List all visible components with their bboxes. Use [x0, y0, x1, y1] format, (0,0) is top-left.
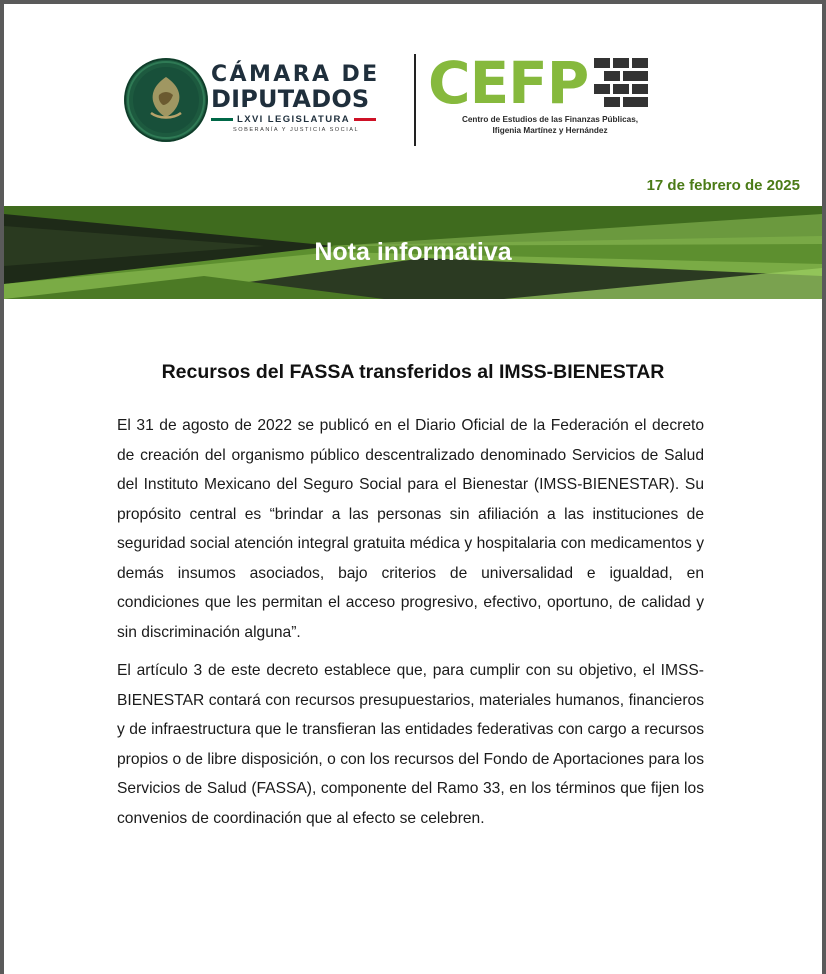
- document-title: Recursos del FASSA transferidos al IMSS-BIENESTAR: [161, 361, 665, 383]
- camara-logo: [211, 64, 411, 133]
- logo-divider: [414, 54, 416, 146]
- legislatura-row: [211, 114, 411, 125]
- flag-green-bar: [211, 118, 233, 121]
- cefp-name-line2: Ifigenia Martínez y Hernández: [492, 125, 608, 135]
- camara-line2: DIPUTADOS: [211, 85, 370, 113]
- camara-seal-icon: [123, 57, 209, 143]
- paragraph-1: El 31 de agosto de 2022 se publicó en el Diario Oficial de la Federación el decreto de creación del organismo público descentralizado denominado Servicios de Salud del Instituto Mexicano del Seguro Social para el Bienestar (IMSS-BIENESTAR). Su propósito central es “brindar a las personas sin afiliación a las instituciones de seguridad social atención integral gratuita médica y hospitalaria con medicamentos y demás insumos asociados, bajo criterios de universalidad e igualdad, en condiciones que les permitan el acceso progresivo, efectivo, oportuno, de calidad y sin discriminación alguna”.: [117, 417, 704, 641]
- document-page: [4, 4, 822, 974]
- cefp-grid-icon: [594, 58, 648, 108]
- cefp-logo: [428, 49, 589, 117]
- paragraph-2: El artículo 3 de este decreto establece que, para cumplir con su objetivo, el IMSS-BIENESTAR contará con recursos presupuestarios, materiales humanos, financieros y de infraestructura que le transfieran las entidades federativas con cargo a recursos propios o de libre disposición, o con los recursos del Fondo de Aportaciones para los Servicios de Salud (FASSA), componente del Ramo 33, en los términos que fijen los convenios de coordinación que al efecto se celebren.: [117, 662, 704, 827]
- document-date: 17 de febrero de 2025: [646, 177, 800, 194]
- cefp-fullname: [450, 115, 650, 136]
- legislatura-label: LXVI LEGISLATURA: [237, 114, 351, 125]
- banner-title: Nota informativa: [314, 238, 512, 266]
- camara-line1: CÁMARA DE: [211, 62, 380, 87]
- flag-red-bar: [354, 118, 376, 121]
- lema-label: SOBERANÍA Y JUSTICIA SOCIAL: [233, 127, 360, 133]
- cefp-name-line1: Centro de Estudios de las Finanzas Públicas,: [461, 115, 639, 124]
- cefp-acronym: CEFP: [428, 49, 589, 117]
